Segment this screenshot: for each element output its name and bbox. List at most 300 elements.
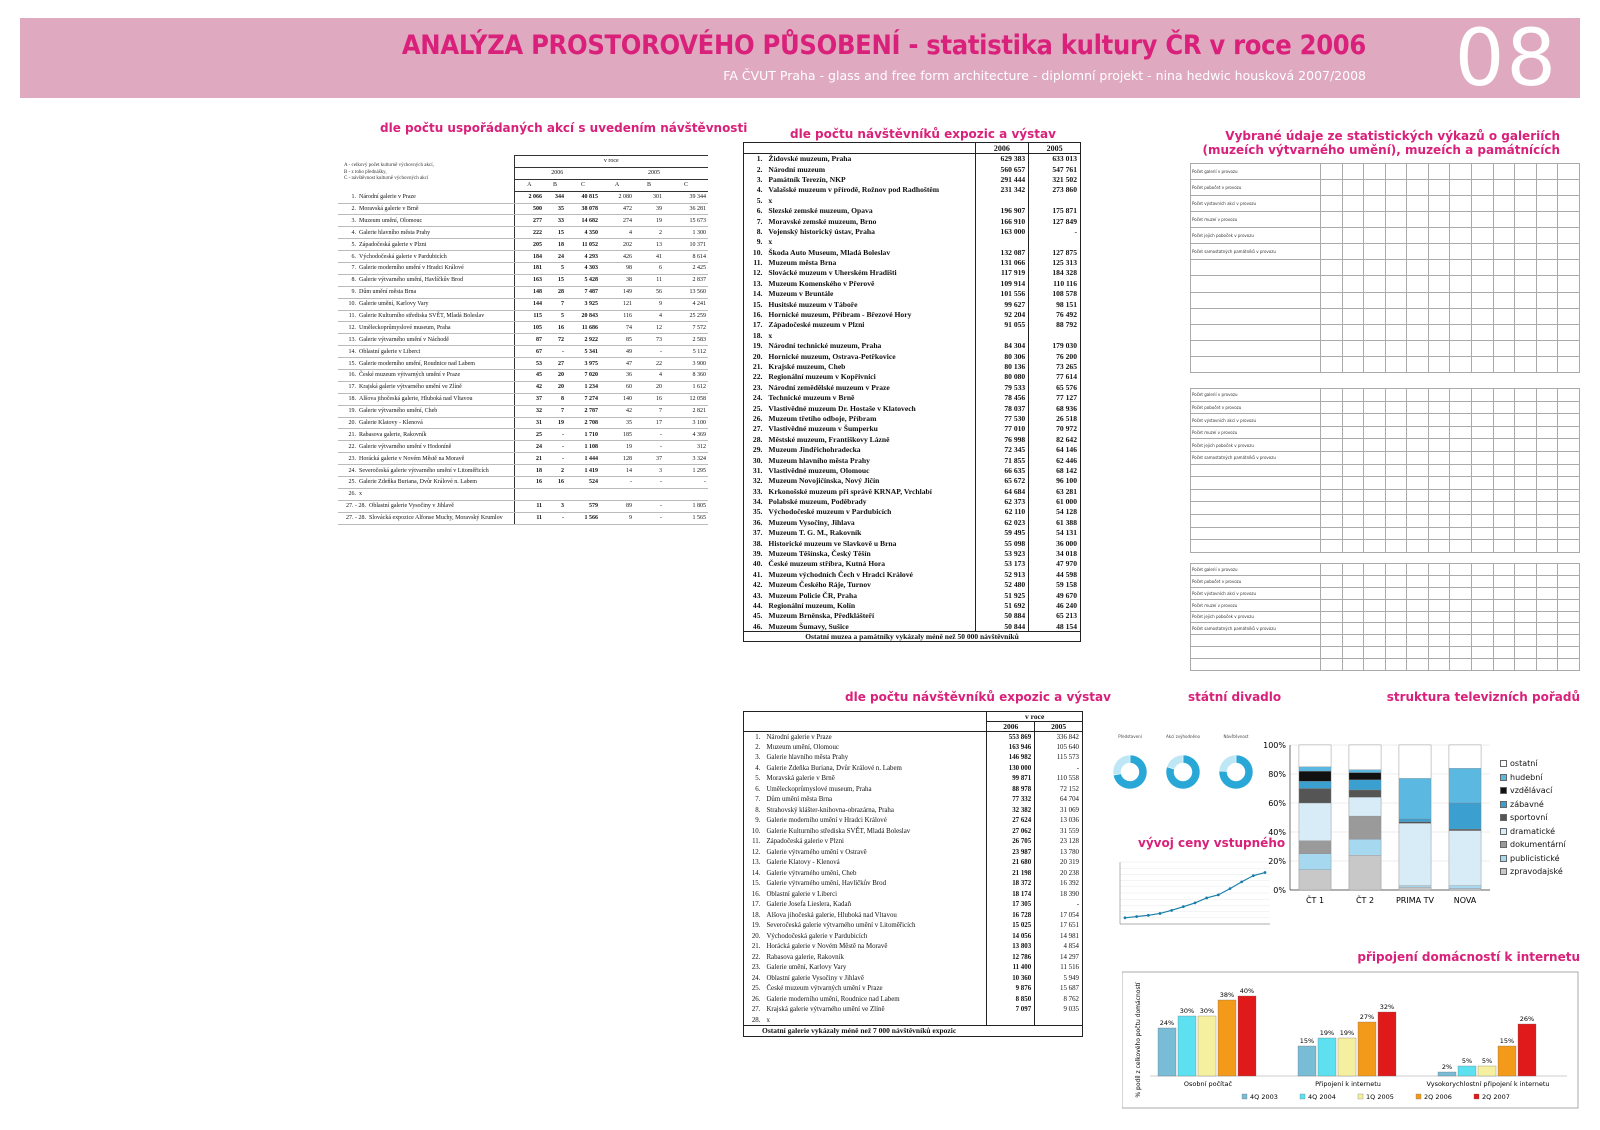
bar-segment bbox=[1399, 745, 1431, 778]
row-number: 19. bbox=[348, 408, 356, 415]
table-cell: 163 000 bbox=[975, 226, 1029, 236]
table-cell: Muzeum třetího odboje, Příbram bbox=[768, 413, 877, 423]
category-label: Vysokorychlostní připojení k internetu bbox=[1426, 1080, 1550, 1088]
table-cell: 82 642 bbox=[1029, 434, 1081, 444]
table-row bbox=[338, 191, 708, 203]
table-cell: 59 158 bbox=[1029, 580, 1081, 590]
row-label: Galerie výtvarného umění v Náchodě bbox=[359, 336, 449, 343]
mini-cell bbox=[1321, 489, 1343, 502]
table-cell: 31 069 bbox=[1035, 805, 1083, 816]
table-row bbox=[744, 921, 1083, 932]
row-number: 7. bbox=[351, 265, 356, 272]
table-cell bbox=[338, 453, 514, 465]
table-row bbox=[744, 984, 1083, 995]
table-cell: 426 bbox=[600, 251, 634, 263]
table-cell: 7 572 bbox=[664, 322, 708, 334]
table-cell: 101 556 bbox=[975, 289, 1029, 299]
table-cell: Strahovský klášter-knihovna-obrazárna, Praha bbox=[766, 806, 894, 814]
mini-cell bbox=[1515, 452, 1537, 465]
mini-cell bbox=[1364, 180, 1386, 196]
data-label: 30% bbox=[1199, 1007, 1215, 1015]
table-cell: 5. bbox=[755, 775, 761, 783]
data-label: 27% bbox=[1359, 1013, 1375, 1021]
table-cell: 6. bbox=[756, 206, 763, 216]
table-cell: 45. bbox=[752, 611, 763, 621]
mini-cell bbox=[1450, 212, 1472, 228]
mini-cell bbox=[1515, 164, 1537, 180]
table-cell: 20 bbox=[634, 381, 664, 393]
mini-cell bbox=[1450, 401, 1472, 414]
category-label: Připojení k internetu bbox=[1315, 1080, 1381, 1088]
table-cell: Valašské muzeum v přírodě, Rožnov pod Radhoštěm bbox=[768, 185, 940, 195]
table-cell: 37 bbox=[634, 453, 664, 465]
mini-cell bbox=[1472, 452, 1494, 465]
mini-cell bbox=[1536, 464, 1558, 477]
mini-cell bbox=[1342, 489, 1364, 502]
bar-segment bbox=[1349, 773, 1381, 780]
table-cell: Škoda Auto Museum, Mladá Boleslav bbox=[768, 247, 891, 257]
price-line-chart bbox=[1110, 858, 1280, 940]
table-cell: 140 bbox=[600, 393, 634, 405]
table-footer: Ostatní muzea a památníky vykázaly méně než 50 000 návštěvníků bbox=[744, 631, 1081, 641]
mini-cell bbox=[1472, 324, 1494, 340]
mini-cell bbox=[1493, 515, 1515, 528]
row-number: 21. bbox=[348, 431, 356, 438]
table-cell: Národní muzeum bbox=[768, 164, 826, 174]
mini-cell bbox=[1428, 452, 1450, 465]
table-cell: - bbox=[664, 477, 708, 489]
mini-cell bbox=[1407, 659, 1429, 671]
table-cell: 15 025 bbox=[987, 921, 1035, 932]
section-title-museums: dle počtu návštěvníků expozic a výstav bbox=[790, 127, 1056, 141]
mini-cell bbox=[1428, 489, 1450, 502]
mini-cell bbox=[1493, 527, 1515, 540]
pie-slice bbox=[1167, 755, 1183, 769]
mini-cell bbox=[1493, 228, 1515, 244]
bar bbox=[1178, 1016, 1196, 1076]
mini-cell bbox=[1493, 414, 1515, 427]
table-cell: 109 914 bbox=[975, 278, 1029, 288]
table-cell: 31 559 bbox=[1035, 826, 1083, 837]
mini-cell bbox=[1428, 389, 1450, 402]
tick-label: 40% bbox=[1268, 828, 1286, 837]
mini-cell bbox=[1191, 292, 1321, 308]
mini-cell bbox=[1364, 308, 1386, 324]
legend-swatch bbox=[1474, 1094, 1479, 1099]
table-cell: 10. bbox=[751, 827, 761, 835]
row-number: 14. bbox=[348, 348, 356, 355]
mini-cell bbox=[1472, 623, 1494, 635]
mini-cell bbox=[1515, 515, 1537, 528]
table-cell: 553 869 bbox=[987, 732, 1035, 743]
table-cell: Muzeum města Brna bbox=[768, 258, 837, 268]
table-cell: 23 987 bbox=[987, 847, 1035, 858]
table-cell: 20 843 bbox=[566, 310, 600, 322]
table-cell: 115 bbox=[514, 310, 544, 322]
table-cell: 2 425 bbox=[664, 263, 708, 275]
mini-cell bbox=[1191, 308, 1321, 324]
table-row bbox=[744, 826, 1083, 837]
data-label: 40% bbox=[1239, 987, 1255, 995]
table-cell: 128 bbox=[600, 453, 634, 465]
table-cell: 15 bbox=[544, 274, 566, 286]
mini-cell bbox=[1321, 647, 1343, 659]
mini-cell: Počet muzeí v provozu bbox=[1191, 599, 1321, 611]
mini-cell bbox=[1536, 228, 1558, 244]
table-cell: 291 444 bbox=[975, 174, 1029, 184]
table-cell: Východočeská galerie v Pardubicích bbox=[766, 932, 868, 940]
table-cell: 99 627 bbox=[975, 299, 1029, 309]
mini-cell bbox=[1428, 540, 1450, 553]
table-cell: 110 558 bbox=[1035, 774, 1083, 785]
table-cell: 51 925 bbox=[975, 590, 1029, 600]
table-cell: 89 bbox=[600, 500, 634, 512]
table-cell: 163 946 bbox=[987, 742, 1035, 753]
table-cell: 9 876 bbox=[987, 984, 1035, 995]
table-cell: Muzeum T. G. M., Rakovník bbox=[768, 528, 862, 538]
table-cell bbox=[514, 488, 544, 500]
mini-cell bbox=[1450, 356, 1472, 372]
category-label: Osobní počítač bbox=[1183, 1080, 1233, 1088]
bar-segment bbox=[1449, 886, 1481, 889]
mini-cell bbox=[1385, 401, 1407, 414]
table-cell: 47 bbox=[600, 358, 634, 370]
table-cell: Národní zemědělské muzeum v Praze bbox=[768, 382, 890, 392]
col-header: A bbox=[514, 179, 544, 191]
table-cell: Slezské zemské muzeum, Opava bbox=[768, 206, 873, 216]
mini-cell bbox=[1342, 308, 1364, 324]
mini-cell bbox=[1191, 477, 1321, 490]
mini-cell bbox=[1385, 502, 1407, 515]
bar bbox=[1198, 1016, 1216, 1076]
mini-cell: Počet samostatných památníků v provozu bbox=[1191, 623, 1321, 635]
table-cell: 15. bbox=[751, 880, 761, 888]
mini-cell bbox=[1428, 276, 1450, 292]
table-row bbox=[744, 174, 1081, 184]
row-number: 22. bbox=[348, 443, 356, 450]
bar bbox=[1318, 1038, 1336, 1076]
table-cell: Muzeum Jindřichohradecka bbox=[768, 445, 861, 455]
table-cell: 14. bbox=[752, 289, 763, 299]
table-cell: 1. bbox=[756, 154, 763, 164]
table-row bbox=[338, 346, 708, 358]
mini-cell bbox=[1385, 587, 1407, 599]
table-cell: 18 174 bbox=[987, 889, 1035, 900]
row-number: 25. bbox=[348, 479, 356, 486]
mini-cell: Počet samostatných památníků v provozu bbox=[1191, 244, 1321, 260]
mini-cell bbox=[1321, 340, 1343, 356]
mini-cell: Počet pobočet v provozu bbox=[1191, 180, 1321, 196]
legend-swatch bbox=[1500, 801, 1507, 808]
row-number: 24. bbox=[348, 467, 356, 474]
table-cell: 23 128 bbox=[1035, 837, 1083, 848]
table-cell: 76 492 bbox=[1029, 309, 1081, 319]
mini-cell bbox=[1385, 414, 1407, 427]
tick-label: 80% bbox=[1268, 770, 1286, 779]
table-cell: 5 949 bbox=[1035, 973, 1083, 984]
table-cell: 36 000 bbox=[1029, 538, 1081, 548]
category-label: PRIMA TV bbox=[1395, 896, 1435, 905]
table-cell: - bbox=[634, 429, 664, 441]
mini-cell bbox=[1364, 196, 1386, 212]
row-label: Dům umění města Brna bbox=[359, 289, 417, 296]
table-cell: Muzeum Brněnska, Předklášteří bbox=[768, 611, 875, 621]
table-cell: 25 259 bbox=[664, 310, 708, 322]
mini-cell bbox=[1342, 414, 1364, 427]
table-row bbox=[744, 879, 1083, 890]
row-number: 13. bbox=[348, 336, 356, 343]
mini-cell bbox=[1558, 540, 1580, 553]
mini-cell bbox=[1558, 564, 1580, 576]
table-cell: 29. bbox=[752, 445, 763, 455]
table-cell bbox=[338, 477, 514, 489]
table-cell: 15 687 bbox=[1035, 984, 1083, 995]
page-subtitle: FA ČVUT Praha - glass and free form architecture - diplomní projekt - nina hedwic housková 2007/2008 bbox=[723, 68, 1366, 83]
mini-table-1 bbox=[1190, 163, 1580, 373]
table-cell bbox=[338, 405, 514, 417]
mini-cell bbox=[1558, 452, 1580, 465]
mini-cell bbox=[1472, 389, 1494, 402]
row-number: 5. bbox=[351, 241, 356, 248]
table-row bbox=[744, 590, 1081, 600]
table-cell: 70 972 bbox=[1029, 424, 1081, 434]
table-cell: 110 116 bbox=[1029, 278, 1081, 288]
table-cell: 500 bbox=[514, 203, 544, 215]
data-label: 19% bbox=[1339, 1029, 1355, 1037]
mini-cell bbox=[1493, 180, 1515, 196]
table-cell: Hornické muzeum, Příbram - Březové Hory bbox=[768, 310, 912, 320]
table-cell: 20 238 bbox=[1035, 868, 1083, 879]
table-cell: 76 998 bbox=[975, 434, 1029, 444]
mini-cell bbox=[1342, 196, 1364, 212]
table-cell: 23. bbox=[751, 964, 761, 972]
table-cell: 185 bbox=[600, 429, 634, 441]
table-cell: 5 341 bbox=[566, 346, 600, 358]
page-title: ANALÝZA PROSTOROVÉHO PŮSOBENÍ - statistika kultury ČR v roce 2006 bbox=[401, 30, 1366, 61]
tick-label: 0% bbox=[1273, 886, 1286, 895]
row-label: Galerie moderního umění v Hradci Králové bbox=[359, 265, 464, 272]
mini-cell bbox=[1407, 389, 1429, 402]
legend-swatch bbox=[1242, 1094, 1247, 1099]
table-cell: 5. bbox=[756, 195, 763, 205]
mini-cell bbox=[1472, 587, 1494, 599]
mini-cell bbox=[1428, 515, 1450, 528]
mini-cell bbox=[1342, 426, 1364, 439]
table-cell: 87 bbox=[514, 334, 544, 346]
table-cell: 25. bbox=[752, 403, 763, 413]
mini-cell bbox=[1428, 401, 1450, 414]
mini-cell bbox=[1493, 452, 1515, 465]
mini-cell bbox=[1428, 623, 1450, 635]
table-row bbox=[744, 444, 1081, 454]
table-cell: 24 bbox=[514, 441, 544, 453]
mini-cell bbox=[1428, 260, 1450, 276]
section-title-statistics bbox=[1203, 129, 1561, 157]
table-cell: 72 152 bbox=[1035, 784, 1083, 795]
table-cell: 1 295 bbox=[664, 465, 708, 477]
data-label: 19% bbox=[1319, 1029, 1335, 1037]
table-cell: 98 bbox=[600, 263, 634, 275]
table-cell: Dům umění města Brna bbox=[766, 796, 833, 804]
mini-cell bbox=[1191, 659, 1321, 671]
row-label: Rabasova galerie, Rakovník bbox=[359, 431, 427, 438]
table-cell: 44 598 bbox=[1029, 569, 1081, 579]
mini-cell bbox=[1558, 292, 1580, 308]
table-cell: 8 850 bbox=[987, 994, 1035, 1005]
table-cell: 21 198 bbox=[987, 868, 1035, 879]
mini-cell bbox=[1407, 464, 1429, 477]
table-cell: 41. bbox=[752, 569, 763, 579]
table-cell: 19 bbox=[600, 441, 634, 453]
mini-cell bbox=[1558, 164, 1580, 180]
table-cell: 2 837 bbox=[664, 274, 708, 286]
table-cell bbox=[338, 322, 514, 334]
mini-cell bbox=[1385, 308, 1407, 324]
mini-cell bbox=[1364, 228, 1386, 244]
mini-cell bbox=[1472, 599, 1494, 611]
mini-cell bbox=[1342, 260, 1364, 276]
table-row bbox=[744, 910, 1083, 921]
mini-cell bbox=[1493, 276, 1515, 292]
table-row bbox=[744, 351, 1081, 361]
table-row bbox=[338, 203, 708, 215]
data-point bbox=[1217, 893, 1220, 896]
table-cell: 5 bbox=[544, 263, 566, 275]
table-cell: 4 854 bbox=[1035, 942, 1083, 953]
mini-cell bbox=[1407, 324, 1429, 340]
mini-cell bbox=[1472, 575, 1494, 587]
mini-cell bbox=[1321, 623, 1343, 635]
row-label: Galerie výtvarného umění, Havlíčkův Brod bbox=[359, 277, 464, 284]
bar bbox=[1478, 1066, 1496, 1076]
table-cell bbox=[338, 286, 514, 298]
tv-legend bbox=[1500, 757, 1566, 879]
mini-cell bbox=[1407, 292, 1429, 308]
mini-cell bbox=[1407, 340, 1429, 356]
mini-cell bbox=[1321, 180, 1343, 196]
table-cell: 560 657 bbox=[975, 164, 1029, 174]
row-number: 16. bbox=[348, 372, 356, 379]
table-cell: 65 576 bbox=[1029, 382, 1081, 392]
table-cell: 4 bbox=[600, 227, 634, 239]
mini-cell bbox=[1558, 439, 1580, 452]
mini-cell bbox=[1342, 356, 1364, 372]
table-cell: 45 bbox=[514, 370, 544, 382]
table-cell: 77 614 bbox=[1029, 372, 1081, 382]
table-cell: 55 098 bbox=[975, 538, 1029, 548]
mini-cell bbox=[1321, 464, 1343, 477]
table-cell: 202 bbox=[600, 239, 634, 251]
table-row bbox=[744, 611, 1081, 621]
table-cell bbox=[600, 488, 634, 500]
table-cell: Muzeum Šumavy, Sušice bbox=[768, 621, 849, 631]
mini-cell bbox=[1472, 228, 1494, 244]
table-cell: 11 bbox=[634, 274, 664, 286]
table-row bbox=[744, 372, 1081, 382]
mini-cell bbox=[1321, 635, 1343, 647]
table-cell: 50 884 bbox=[975, 611, 1029, 621]
table-cell: 14 981 bbox=[1035, 931, 1083, 942]
table-cell: 33. bbox=[752, 486, 763, 496]
legend-item bbox=[1500, 865, 1566, 879]
table-cell: 64 684 bbox=[975, 486, 1029, 496]
mini-cell bbox=[1450, 260, 1472, 276]
table-row bbox=[338, 453, 708, 465]
bar bbox=[1338, 1038, 1356, 1076]
row-number: 11. bbox=[348, 313, 356, 320]
mini-cell bbox=[1450, 414, 1472, 427]
table-row bbox=[338, 370, 708, 382]
table-cell: 27. bbox=[752, 424, 763, 434]
table-cell: 88 978 bbox=[987, 784, 1035, 795]
table-cell: 20 bbox=[544, 381, 566, 393]
bar-segment bbox=[1299, 767, 1331, 771]
table-row bbox=[744, 1015, 1083, 1026]
legend-swatch bbox=[1500, 814, 1507, 821]
mini-cell: Počet pobočet v provozu bbox=[1191, 401, 1321, 414]
mini-cell bbox=[1364, 540, 1386, 553]
table-row bbox=[744, 517, 1081, 527]
table-cell: 116 bbox=[600, 310, 634, 322]
table-cell: 163 bbox=[514, 274, 544, 286]
table-cell: 3 bbox=[544, 500, 566, 512]
table-cell: 132 087 bbox=[975, 247, 1029, 257]
table-row bbox=[744, 496, 1081, 506]
mini-cell bbox=[1385, 324, 1407, 340]
table-cell: 80 306 bbox=[975, 351, 1029, 361]
mini-cell bbox=[1407, 439, 1429, 452]
table-cell: 16 728 bbox=[987, 910, 1035, 921]
table-cell: 11 052 bbox=[566, 239, 600, 251]
mini-cell bbox=[1428, 340, 1450, 356]
table-cell: Muzeum Novojičínska, Nový Jičín bbox=[768, 476, 880, 486]
legend-swatch bbox=[1500, 787, 1507, 794]
table-cell: 20 bbox=[544, 370, 566, 382]
mini-cell bbox=[1342, 647, 1364, 659]
table-cell bbox=[338, 417, 514, 429]
table-cell: 11 400 bbox=[987, 963, 1035, 974]
table-cell: 16. bbox=[752, 310, 763, 320]
mini-cell bbox=[1536, 611, 1558, 623]
table-cell: 17. bbox=[751, 901, 761, 909]
data-point bbox=[1240, 880, 1243, 883]
table-row bbox=[744, 403, 1081, 413]
table-cell: 146 982 bbox=[987, 753, 1035, 764]
table-row bbox=[744, 763, 1083, 774]
mini-cell bbox=[1450, 244, 1472, 260]
mini-cell bbox=[1364, 340, 1386, 356]
mini-cell: Počet výstavních akcí v provozu bbox=[1191, 414, 1321, 427]
table-cell: 32 382 bbox=[987, 805, 1035, 816]
table-cell: 10. bbox=[752, 247, 763, 257]
table-cell: 43. bbox=[752, 590, 763, 600]
table-row bbox=[744, 889, 1083, 900]
mini-cell bbox=[1450, 426, 1472, 439]
table-cell: 36 bbox=[600, 370, 634, 382]
mini-cell bbox=[1536, 635, 1558, 647]
table-cell: 56 bbox=[634, 286, 664, 298]
table-cell: 18 bbox=[514, 465, 544, 477]
row-number: 4. bbox=[351, 229, 356, 236]
table-cell: 84 304 bbox=[975, 341, 1029, 351]
mini-cell bbox=[1191, 464, 1321, 477]
bar bbox=[1298, 1046, 1316, 1076]
mini-cell bbox=[1428, 599, 1450, 611]
mini-cell bbox=[1536, 308, 1558, 324]
table-cell: 10 360 bbox=[987, 973, 1035, 984]
mini-cell bbox=[1364, 575, 1386, 587]
table-cell: - bbox=[600, 477, 634, 489]
